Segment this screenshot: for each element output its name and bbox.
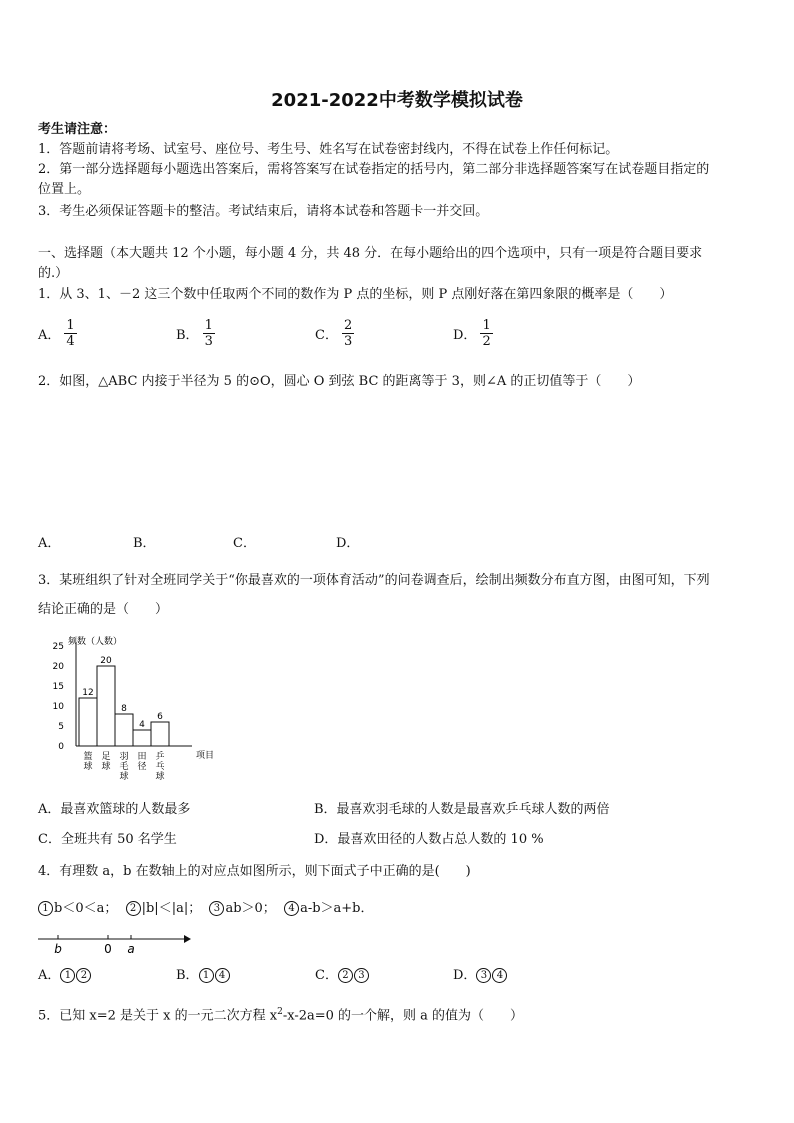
question-2-option-a: A． bbox=[38, 536, 61, 551]
fraction bbox=[64, 318, 76, 349]
x-tick-label: 足 bbox=[101, 752, 111, 762]
circled-number: 1 bbox=[38, 901, 53, 916]
question-1-stem: 1．从 3、1、－2 这三个数中任取两个不同的数作为 P 点的坐标，则 P 点刚好落在第四象限的概率是（ ） bbox=[38, 287, 673, 302]
bar bbox=[79, 698, 97, 746]
statement-text: ab＞0； bbox=[225, 901, 276, 916]
question-5-stem bbox=[38, 1002, 523, 1026]
question-4-option-b bbox=[176, 966, 231, 986]
circled-number: 1 bbox=[60, 968, 75, 983]
fraction bbox=[203, 318, 215, 349]
circled-number: 4 bbox=[215, 968, 230, 983]
statement-2 bbox=[126, 901, 202, 916]
numerator: 1 bbox=[482, 318, 491, 333]
data-label: 8 bbox=[121, 704, 127, 714]
question-4-statements bbox=[38, 899, 374, 919]
y-axis-label: 频数（人数） bbox=[68, 637, 123, 647]
y-tick-label: 10 bbox=[52, 702, 64, 712]
x-tick-label: 乓 bbox=[155, 762, 165, 772]
x-tick-label: 径 bbox=[137, 762, 147, 772]
y-tick-label: 0 bbox=[58, 742, 64, 752]
histogram-chart bbox=[38, 632, 218, 792]
data-label: 6 bbox=[157, 712, 163, 722]
section-heading-line1: 一、选择题（本大题共 12 个小题，每小题 4 分，共 48 分．在每小题给出的四个选项中，只有一项是符合题目要求 bbox=[38, 246, 703, 261]
exponent: 2 bbox=[277, 1007, 283, 1017]
question-3-option-c: C．全班共有 50 名学生 bbox=[38, 832, 177, 847]
question-1-option-c bbox=[315, 318, 354, 349]
question-5-text-post: -x-2a=0 的一个解，则 a 的值为（ ） bbox=[282, 1008, 524, 1024]
circled-number: 3 bbox=[354, 968, 369, 983]
option-label: A． bbox=[38, 968, 61, 983]
x-axis-label: 项目 bbox=[196, 751, 215, 761]
numerator: 2 bbox=[343, 318, 353, 333]
denominator: 3 bbox=[343, 334, 353, 349]
question-2-option-d: D． bbox=[336, 536, 360, 551]
question-3-stem-line1: 3．某班组织了针对全班同学关于“你最喜欢的一项体育活动”的问卷调查后，绘制出频数分布直方图，由图可知，下列 bbox=[38, 573, 710, 588]
statement-text: |b|＜|a|； bbox=[141, 901, 202, 916]
x-tick-label: 球 bbox=[83, 762, 93, 772]
question-4-option-a bbox=[38, 966, 92, 986]
x-tick-label: 乒 bbox=[155, 752, 165, 762]
question-5-text-pre: 5．已知 x=2 是关于 x 的一元二次方程 x bbox=[38, 1008, 278, 1024]
notice-item-3: 3．考生必须保证答题卡的整洁。考试结束后，请将本试卷和答题卡一并交回。 bbox=[38, 204, 489, 219]
question-3-option-d: D．最喜欢田径的人数占总人数的 10 % bbox=[314, 832, 544, 847]
question-3-option-a: A．最喜欢篮球的人数最多 bbox=[38, 802, 191, 817]
bar bbox=[97, 666, 115, 746]
option-label: D． bbox=[453, 968, 477, 983]
circled-number: 2 bbox=[76, 968, 91, 983]
section-heading-line2: 的.） bbox=[38, 266, 69, 281]
statement-4 bbox=[284, 901, 373, 916]
y-tick-label: 15 bbox=[52, 682, 64, 692]
data-label: 4 bbox=[139, 720, 145, 730]
circled-number: 3 bbox=[209, 901, 224, 916]
statement-text: b＜0＜a； bbox=[54, 901, 118, 916]
y-tick-label: 25 bbox=[52, 642, 64, 652]
statement-3 bbox=[209, 901, 275, 916]
question-4-option-d bbox=[453, 966, 508, 986]
bar bbox=[115, 714, 133, 746]
question-4-stem: 4．有理数 a，b 在数轴上的对应点如图所示，则下面式子中正确的是( ) bbox=[38, 864, 471, 879]
y-tick-label: 20 bbox=[52, 662, 64, 672]
x-tick-label: 田 bbox=[137, 752, 147, 762]
question-1-option-a bbox=[38, 318, 77, 349]
question-2-stem: 2．如图，△ABC 内接于半径为 5 的⊙O，圆心 O 到弦 BC 的距离等于 3，则∠A 的正切值等于（ ） bbox=[38, 374, 641, 389]
notice-heading: 考生请注意： bbox=[38, 122, 117, 137]
option-label: D． bbox=[453, 328, 477, 343]
numerator: 1 bbox=[204, 318, 213, 333]
option-label: B． bbox=[176, 328, 199, 343]
number-line-arrow bbox=[184, 935, 191, 943]
question-2-option-b: B． bbox=[133, 536, 156, 551]
notice-item-2: 2．第一部分选择题每小题选出答案后，需将答案写在试卷指定的括号内，第二部分非选择题答案写在试卷题目指定的 bbox=[38, 162, 710, 177]
circled-number: 2 bbox=[338, 968, 353, 983]
x-tick-label: 篮 bbox=[83, 752, 93, 762]
question-3-stem-line2: 结论正确的是（ ） bbox=[38, 602, 169, 617]
fraction bbox=[480, 318, 492, 349]
notice-item-2-cont: 位置上。 bbox=[38, 182, 91, 197]
question-2-option-c: C． bbox=[233, 536, 256, 551]
circled-number: 4 bbox=[284, 901, 299, 916]
notice-item-1: 1．答题前请将考场、试室号、座位号、考生号、姓名写在试卷密封线内，不得在试卷上作任何标记。 bbox=[38, 142, 619, 157]
option-label: A． bbox=[38, 328, 61, 343]
circled-number: 3 bbox=[476, 968, 491, 983]
page-title: 2021-2022中考数学模拟试卷 bbox=[271, 90, 523, 111]
statement-1 bbox=[38, 901, 117, 916]
x-tick-label: 毛 bbox=[119, 762, 129, 772]
denominator: 4 bbox=[66, 334, 75, 349]
numerator: 1 bbox=[66, 318, 75, 333]
denominator: 3 bbox=[204, 334, 213, 349]
bar bbox=[133, 730, 151, 746]
question-4-option-c bbox=[315, 966, 370, 986]
question-3-option-b: B．最喜欢羽毛球的人数是最喜欢乒乓球人数的两倍 bbox=[314, 802, 610, 817]
label-zero: 0 bbox=[104, 942, 112, 956]
option-label: C． bbox=[315, 968, 338, 983]
circled-number: 1 bbox=[199, 968, 214, 983]
question-1-option-b bbox=[176, 318, 215, 349]
x-tick-label: 球 bbox=[101, 762, 111, 772]
label-b: b bbox=[54, 942, 62, 956]
chart-root bbox=[53, 635, 214, 782]
option-label: B． bbox=[176, 968, 199, 983]
bar bbox=[151, 722, 169, 746]
fraction bbox=[342, 318, 354, 349]
option-label: C． bbox=[315, 328, 338, 343]
question-1-option-d bbox=[453, 318, 493, 349]
x-tick-label: 球 bbox=[119, 772, 129, 782]
y-tick-label: 5 bbox=[58, 722, 64, 732]
number-line bbox=[36, 928, 196, 956]
statement-text: a-b＞a+b． bbox=[300, 901, 374, 916]
label-a: a bbox=[127, 942, 135, 956]
data-label: 12 bbox=[82, 688, 94, 698]
x-tick-label: 羽 bbox=[119, 752, 129, 762]
circled-number: 4 bbox=[492, 968, 507, 983]
data-label: 20 bbox=[100, 656, 112, 666]
x-tick-label: 球 bbox=[155, 772, 165, 782]
denominator: 2 bbox=[482, 334, 491, 349]
circled-number: 2 bbox=[126, 901, 141, 916]
